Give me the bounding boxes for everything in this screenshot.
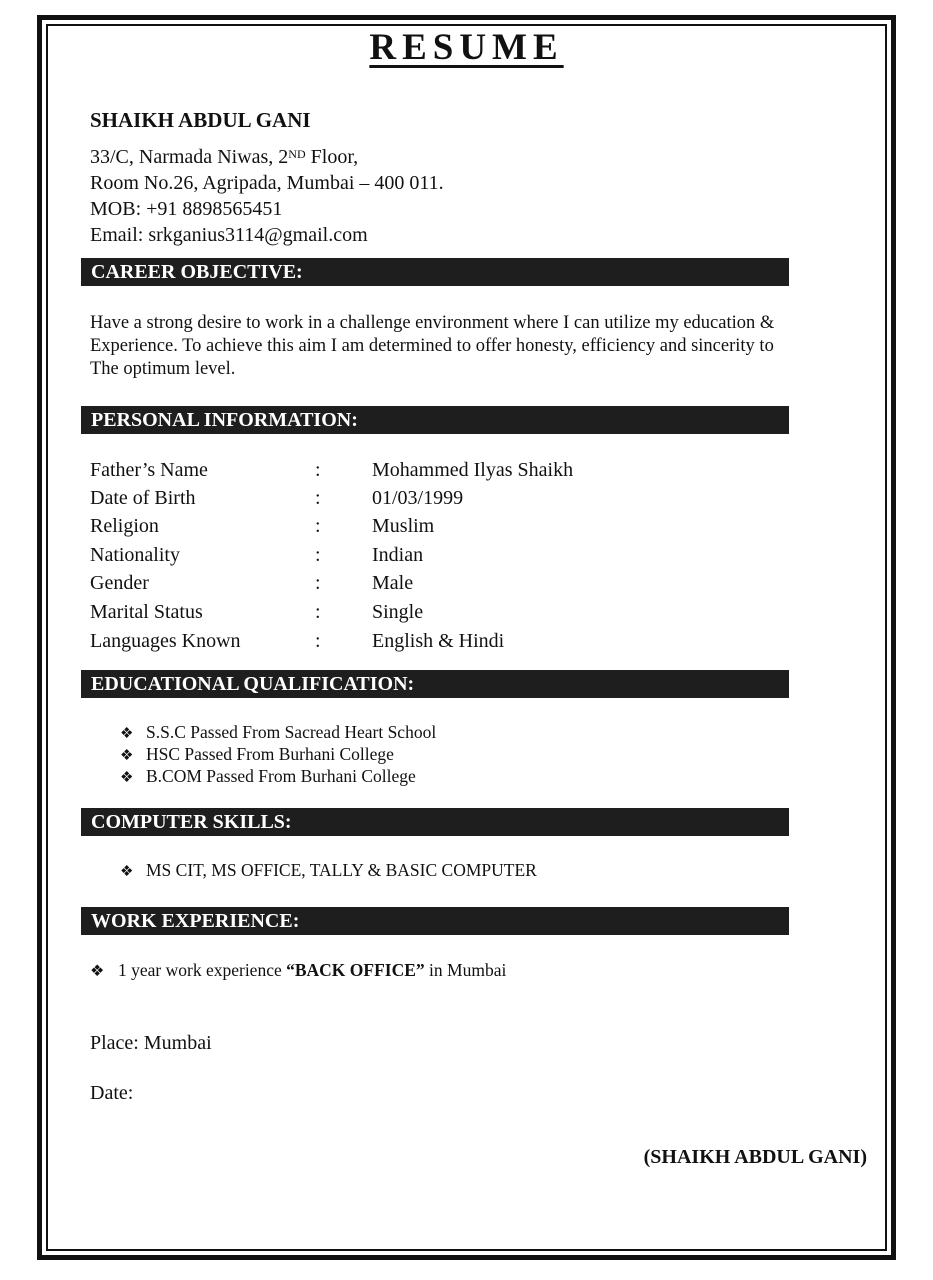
- mobile-number: MOB: +91 8898565451: [90, 198, 283, 220]
- skill-item-text: MS CIT, MS OFFICE, TALLY & BASIC COMPUTER: [146, 860, 537, 880]
- personal-colon: :: [315, 459, 321, 481]
- personal-colon: :: [315, 487, 321, 509]
- personal-colon: :: [315, 572, 321, 594]
- personal-value: Male: [372, 572, 414, 594]
- personal-label: Marital Status: [90, 601, 203, 623]
- personal-value: English & Hindi: [372, 630, 505, 652]
- date-line: Date:: [90, 1082, 134, 1104]
- career-objective-text: [90, 312, 860, 381]
- section-header-educational-qualification: EDUCATIONAL QUALIFICATION:: [81, 670, 789, 698]
- personal-label: Date of Birth: [90, 487, 196, 509]
- personal-colon: :: [315, 544, 321, 566]
- education-item-text: S.S.C Passed From Sacread Heart School: [146, 722, 437, 742]
- signature-name: (SHAIKH ABDUL GANI): [643, 1146, 867, 1168]
- section-header-computer-skills: COMPUTER SKILLS:: [81, 808, 789, 836]
- personal-value: Indian: [372, 544, 424, 566]
- education-item: [120, 744, 394, 765]
- skill-item: [120, 860, 537, 881]
- personal-label: Religion: [90, 515, 159, 537]
- address-line-2: Room No.26, Agripada, Mumbai – 400 011.: [90, 172, 444, 194]
- work-text-bold: “BACK OFFICE”: [286, 960, 425, 980]
- education-item: [120, 766, 416, 787]
- personal-value: 01/03/1999: [372, 487, 464, 509]
- address-line-1-sup: ND: [288, 147, 306, 161]
- section-header-career-objective: CAREER OBJECTIVE:: [81, 258, 789, 286]
- personal-colon: :: [315, 601, 321, 623]
- education-item: [120, 722, 436, 743]
- education-item-text: HSC Passed From Burhani College: [146, 744, 394, 764]
- personal-label: Languages Known: [90, 630, 241, 652]
- work-experience-item: [90, 960, 506, 981]
- place-line: Place: Mumbai: [90, 1032, 212, 1054]
- personal-colon: :: [315, 630, 321, 652]
- resume-title: [0, 26, 933, 69]
- personal-colon: :: [315, 515, 321, 537]
- personal-value: Muslim: [372, 515, 435, 537]
- work-text-pre: 1 year work experience: [118, 960, 287, 980]
- section-header-personal-information: PERSONAL INFORMATION:: [81, 406, 789, 434]
- objective-line: The optimum level.: [90, 359, 236, 379]
- candidate-name: SHAIKH ABDUL GANI: [90, 108, 311, 132]
- education-item-text: B.COM Passed From Burhani College: [146, 766, 416, 786]
- objective-line: Have a strong desire to work in a challenge environment where I can utilize my education &: [90, 313, 775, 333]
- personal-label: Nationality: [90, 544, 180, 566]
- objective-line: Experience. To achieve this aim I am determined to offer honesty, efficiency and sincerity to: [90, 336, 774, 356]
- address-line-1-post: Floor,: [305, 146, 359, 168]
- resume-title-text: RESUME: [369, 27, 564, 68]
- diamond-bullet-icon: ❖: [120, 770, 134, 786]
- personal-label: Gender: [90, 572, 149, 594]
- email-address: Email: srkganius3114@gmail.com: [90, 224, 368, 246]
- work-text-post: in Mumbai: [424, 960, 507, 980]
- personal-value: Single: [372, 601, 424, 623]
- diamond-bullet-icon: ❖: [90, 963, 105, 980]
- section-header-work-experience: WORK EXPERIENCE:: [81, 907, 789, 935]
- diamond-bullet-icon: ❖: [120, 726, 134, 742]
- diamond-bullet-icon: ❖: [120, 748, 134, 764]
- personal-value: Mohammed Ilyas Shaikh: [372, 459, 574, 481]
- personal-label: Father’s Name: [90, 459, 208, 481]
- address-line-1-text: 33/C, Narmada Niwas, 2: [90, 146, 289, 168]
- address-line-1: [90, 144, 358, 170]
- diamond-bullet-icon: ❖: [120, 864, 134, 880]
